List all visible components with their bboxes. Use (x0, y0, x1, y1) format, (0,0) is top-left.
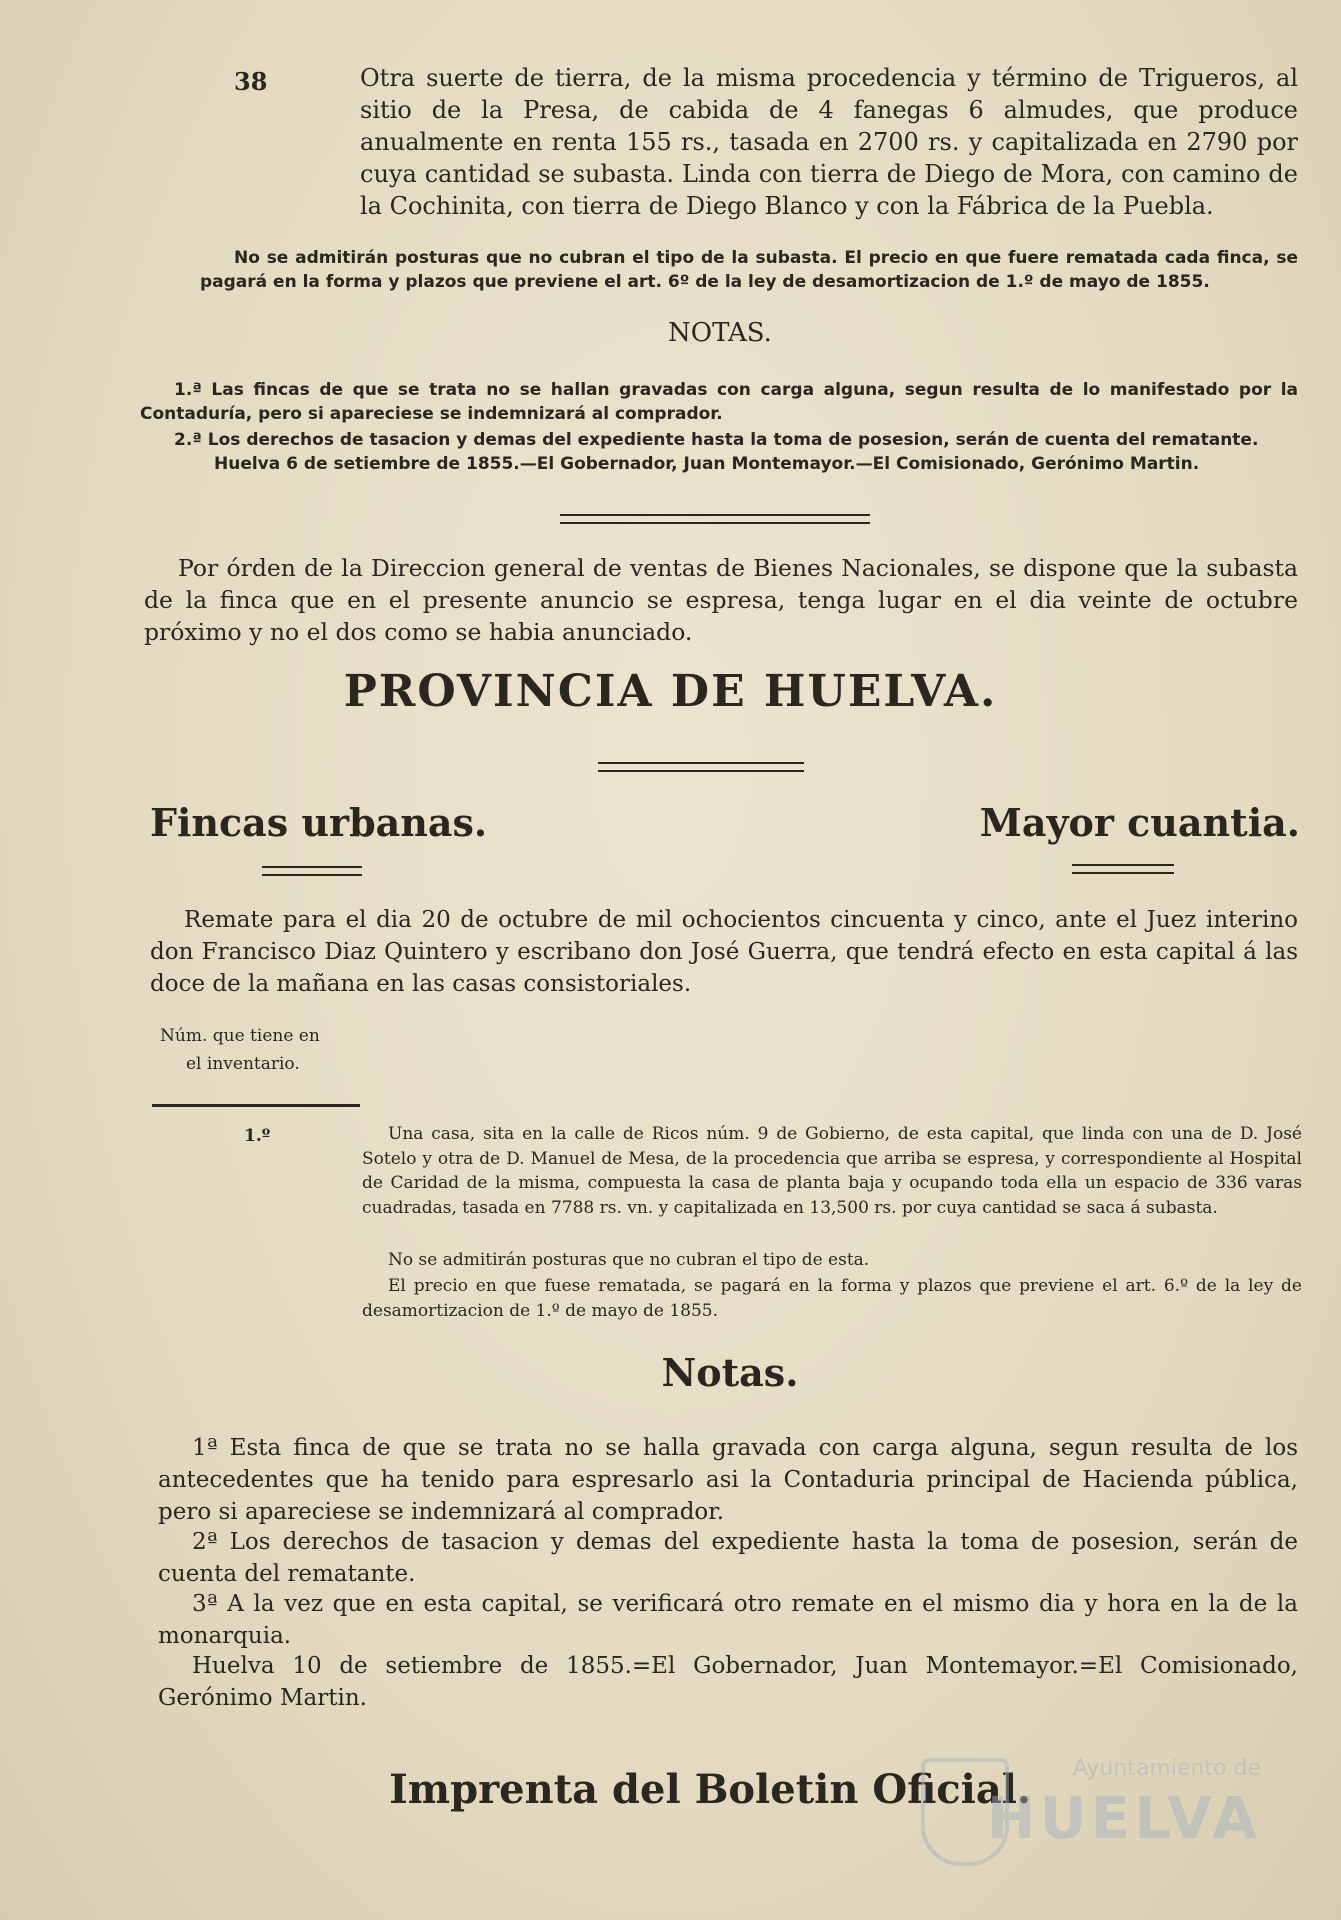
inventory-rule (152, 1104, 360, 1107)
lot-1-number: 1.º (244, 1126, 271, 1146)
notas-2-item-3: 3ª A la vez que en esta capital, se verificará otro remate en el mismo dia y hora en la de la monarquia. (158, 1591, 1298, 1649)
lot-1-posturas: No se admitirán posturas que no cubran el tipo de esta. (388, 1250, 870, 1270)
lot-38-number: 38 (234, 67, 268, 96)
notas-2-item-2: 2ª Los derechos de tasacion y demas del expediente hasta la toma de posesion, serán de cuenta del rematante. (158, 1529, 1298, 1587)
lot-38-text: Otra suerte de tierra, de la misma procedencia y término de Trigueros, al sitio de la Presa, de cabida de 4 fanegas 6 almudes, que produce anualmente en renta 155 rs., tasada en 2700 rs. y capitalizada en 2790 por cuya cantidad se subasta. Linda con tierra de Diego de Mora, con camino de la Cochinita, con tierra de Diego Blanco y con la Fábrica de la Puebla. (360, 64, 1298, 220)
divider-1 (560, 514, 870, 524)
notas-1-signature: Huelva 6 de setiembre de 1855.—El Gobernador, Juan Montemayor.—El Comisionado, Gerónimo Martin. (214, 454, 1200, 474)
remate-paragraph: Remate para el dia 20 de octubre de mil ochocientos cincuenta y cinco, ante el Juez interino don Francisco Diaz Quintero y escribano don José Guerra, que tendrá efecto en esta capital á las doce de la mañana en las casas consistoriales. (150, 907, 1298, 997)
notas-heading-1: NOTAS. (668, 318, 772, 348)
posturas-notice: No se admitirán posturas que no cubran el tipo de la subasta. El precio en que fuere rematada cada finca, se pagará en la forma y plazos que previene el art. 6º de la ley de desamortizacion de 1.º de mayo de 1855. (200, 248, 1298, 292)
divider-2 (598, 762, 804, 772)
ayuntamiento-watermark-logo (921, 1750, 1261, 1870)
lot-1-precio: El precio en que fuese rematada, se pagará en la forma y plazos que previene el art. 6.º de la ley de desamortizacion de 1.º de mayo de 1855. (362, 1276, 1302, 1321)
inventory-header-line2: el inventario. (186, 1054, 300, 1074)
orden-paragraph: Por órden de la Direccion general de ventas de Bienes Nacionales, se dispone que la subasta de la finca que en el presente anuncio se espresa, tenga lugar en el dia veinte de octubre próximo y no el dos como se habia anunciado. (144, 554, 1298, 646)
watermark-line1: Ayuntamiento de (1072, 1756, 1261, 1781)
watermark-line2: HUELVA (986, 1784, 1261, 1852)
notas-1-item-1: 1.ª Las fincas de que se trata no se hallan gravadas con carga alguna, segun resulta de lo manifestado por la Contaduría, pero si apareciese se indemnizará al comprador. (140, 380, 1298, 424)
section-mayor-cuantia: Mayor cuantia. (979, 800, 1300, 845)
notas-1-item-2: 2.ª Los derechos de tasacion y demas del expediente hasta la toma de posesion, serán de cuenta del rematante. (174, 430, 1259, 450)
notas-heading-2: Notas. (661, 1350, 799, 1395)
province-title: PROVINCIA DE HUELVA. (343, 666, 998, 717)
imprenta-footer: Imprenta del Boletin Oficial. (389, 1766, 1031, 1813)
lot-1-text: Una casa, sita en la calle de Ricos núm. 9 de Gobierno, de esta capital, que linda con una de D. José Sotelo y otra de D. Manuel de Mesa, de la procedencia que arriba se espresa, y correspondiente al Hospital de Caridad de la misma, compuesta la casa de planta baja y ocupando toda ella un espacio de 336 varas cuadradas, tasada en 7788 rs. vn. y capitalizada en 13,500 rs. por cuya cantidad se saca á subasta. (362, 1124, 1302, 1218)
divider-left (262, 866, 362, 876)
notas-2-signature: Huelva 10 de setiembre de 1855.=El Gobernador, Juan Montemayor.=El Comisionado, Gerónimo Martin. (158, 1653, 1298, 1711)
notas-2-item-1: 1ª Esta finca de que se trata no se halla gravada con carga alguna, segun resulta de los antecedentes que ha tenido para espresarlo asi la Contaduria principal de Hacienda pública, pero si apareciese se indemnizará al comprador. (158, 1435, 1298, 1525)
divider-right (1072, 864, 1174, 874)
section-fincas-urbanas: Fincas urbanas. (150, 800, 488, 845)
inventory-header-line1: Núm. que tiene en (160, 1026, 320, 1046)
